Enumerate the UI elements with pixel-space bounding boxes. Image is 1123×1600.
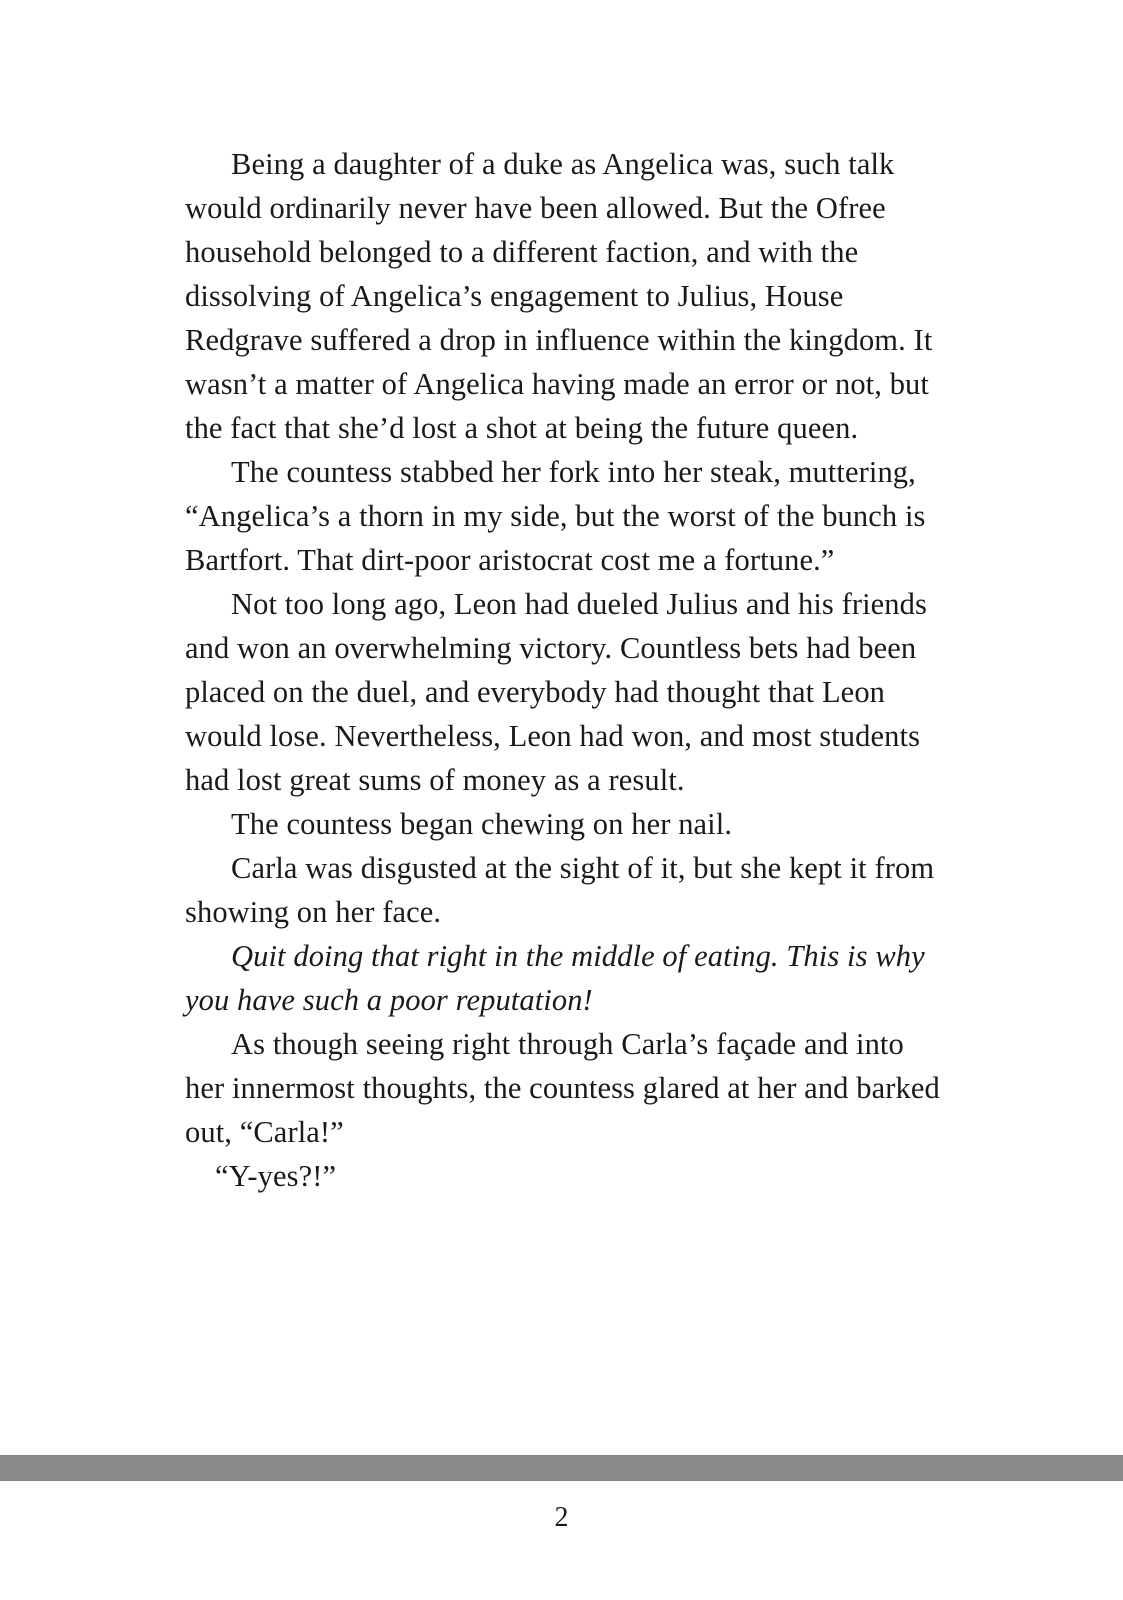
paragraph-inner-monologue: Quit doing that right in the middle of eating. This is why you have such a poor reputation! (185, 939, 925, 1017)
body-text-column (185, 142, 945, 1198)
paragraph: The countess began chewing on her nail. (231, 807, 733, 841)
page-number: 2 (554, 1502, 569, 1533)
paragraph: Not too long ago, Leon had dueled Julius and his friends and won an overwhelming victory. Countless bets had been placed on the duel, and everybody had thought that Leon would lose. Nevertheless, Leon had won, and most students had lost great sums of money as a result. (185, 587, 927, 797)
footer-divider-bar (0, 1455, 1123, 1481)
paragraph: The countess stabbed her fork into her steak, muttering, “Angelica’s a thorn in my side, but the worst of the bunch is Bartfort. That dirt-poor aristocrat cost me a fortune.” (185, 455, 926, 577)
paragraph: As though seeing right through Carla’s façade and into her innermost thoughts, the countess glared at her and barked out, “Carla!” (185, 1027, 940, 1149)
paragraph: Being a daughter of a duke as Angelica was, such talk would ordinarily never have been allowed. But the Ofree household belonged to a different faction, and with the dissolving of Angelica’s engagement to Julius, House Redgrave suffered a drop in influence within the kingdom. It wasn’t a matter of Angelica having made an error or not, but the fact that she’d lost a shot at being the future queen. (185, 147, 933, 445)
footer-divider-gap (0, 1481, 1123, 1489)
paragraph-dialogue: “Y-yes?!” (215, 1159, 337, 1193)
paragraph: Carla was disgusted at the sight of it, but she kept it from showing on her face. (185, 851, 935, 929)
